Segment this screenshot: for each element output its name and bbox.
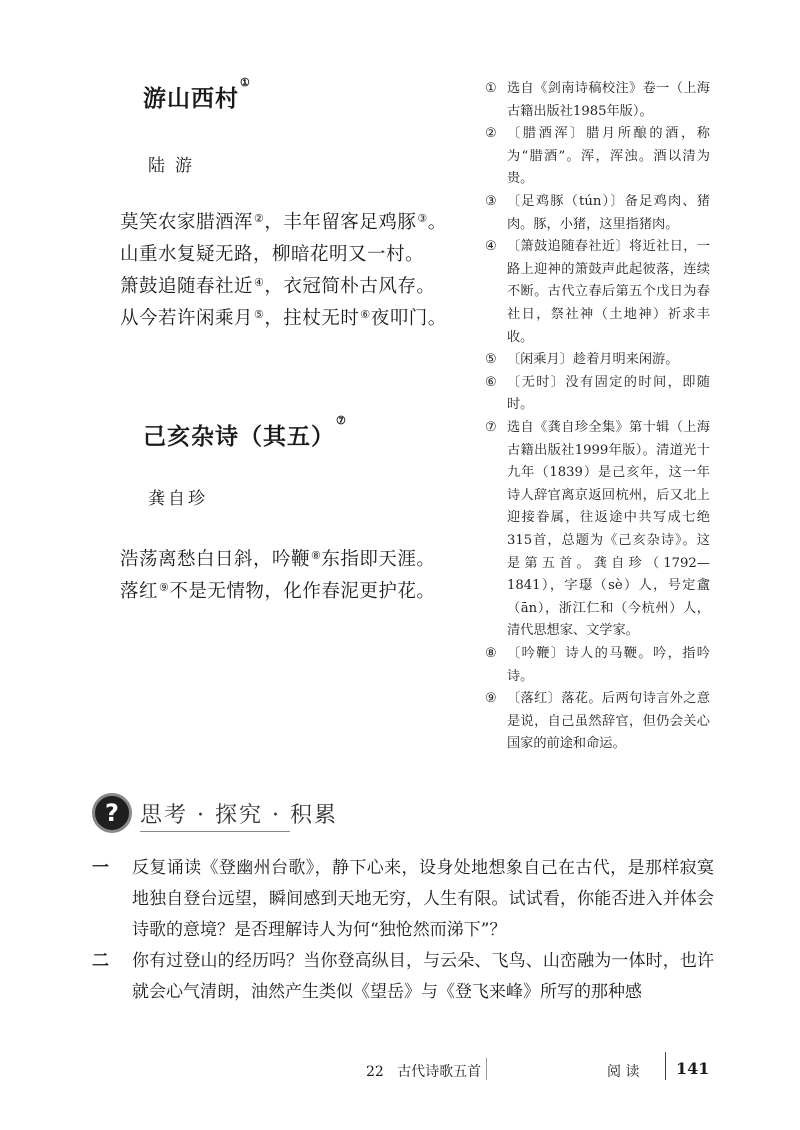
poem-line: 落红⑨不是无情物，化作春泥更护花。 — [120, 581, 436, 602]
footer-unit: 阅 读 — [607, 1064, 640, 1080]
section-header — [92, 793, 338, 832]
poem1-author: 陆游 — [148, 156, 202, 176]
footnote: ② 〔腊酒浑〕腊月所酿的酒，称为“腊酒”。浑，浑浊。酒以清为贵。 — [485, 126, 710, 187]
footnote: ④ 〔箫鼓追随春社近〕将近社日，一路上迎神的箫鼓声此起彼落，连续不断。古代立春后第五个戊日为春社日，祭社神（土地神）祈求丰收。 — [485, 239, 710, 345]
poem1-title-text: 游山西村 — [143, 85, 239, 112]
footer-lesson — [366, 1061, 481, 1081]
footnote: ① 选自《剑南诗稿校注》卷一（上海古籍出版社1985年版）。 — [485, 81, 710, 119]
section-head — [92, 793, 338, 833]
footnote: ⑦ 选自《龚自珍全集》第十辑（上海古籍出版社1999年版）。清道光十九年（1839）是己亥年，这一年诗人辞官离京返回杭州，后又北上迎接眷属，往返途中共写成七绝315首，总题为《己亥杂诗》。这是第五首。龚自珍（1792—1841），字璱（sè）人，号定盦（ān），浙江仁和（今杭州）人，清代思想家、文学家。 — [485, 420, 710, 639]
section-underline — [140, 831, 290, 832]
footnote: ⑥ 〔无时〕没有固定的时间，即随时。 — [485, 374, 710, 413]
poem1-title-note: ① — [240, 76, 251, 89]
footnote: ⑧ 〔吟鞭〕诗人的马鞭。吟，指吟诗。 — [485, 645, 710, 684]
poem2-title-note: ⑦ — [336, 414, 347, 427]
exercise-item: 一 反复诵读《登幽州台歌》，静下心来，设身处地想象自己在古代，是那样寂寞地独自登台远望，瞬间感到天地无穷，人生有限。试试看，你能否进入并体会诗歌的意境？是否理解诗人为何“独怆然而涕下”？ — [92, 858, 714, 940]
poem-line: 莫笑农家腊酒浑②，丰年留客足鸡豚③。 — [120, 212, 447, 233]
poem1-title — [143, 76, 251, 113]
poem2-title — [143, 414, 347, 451]
notes2 — [485, 417, 710, 756]
footnote: ⑤ 〔闲乘月〕趁着月明来闲游。 — [485, 352, 679, 368]
poem-line: 从今若许闲乘月⑤，拄杖无时⑥夜叩门。 — [120, 308, 447, 329]
poem1-body — [120, 207, 447, 335]
poem-line: 箫鼓追随春社近④，衣冠简朴古风存。 — [120, 276, 436, 297]
question-icon: ? — [92, 793, 132, 833]
footnote: ⑨ 〔落红〕落花。后两句诗言外之意是说，自己虽然辞官，但仍会关心国家的前途和命运。 — [485, 691, 710, 752]
poem2-author: 龚自珍 — [148, 489, 208, 509]
poem2-title-text: 己亥杂诗（其五） — [143, 423, 335, 450]
footnote: ③ 〔足鸡豚（tún）〕备足鸡肉、猪肉。豚，小猪，这里指猪肉。 — [485, 193, 710, 232]
lesson-number: 22 — [366, 1064, 384, 1080]
footer-divider — [486, 1058, 487, 1080]
notes1 — [485, 78, 710, 417]
exercise-item: 二 你有过登山的经历吗？当你登高纵目，与云朵、飞鸟、山峦融为一体时，也许就会心气清朗，油然产生类似《望岳》与《登飞来峰》所写的那种感 — [92, 951, 714, 1002]
section-title: 思考 · 探究 · 积累 — [140, 802, 338, 828]
footer-divider — [665, 1052, 666, 1080]
poem-line: 浩荡离愁白日斜，吟鞭⑧东指即天涯。 — [120, 549, 436, 570]
lesson-title: 古代诗歌五首 — [397, 1064, 482, 1080]
poem-line: 山重水复疑无路，柳暗花明又一村。 — [120, 244, 425, 265]
poem2-body — [120, 544, 435, 608]
exercises — [92, 853, 714, 1008]
page-number: 141 — [676, 1059, 710, 1078]
